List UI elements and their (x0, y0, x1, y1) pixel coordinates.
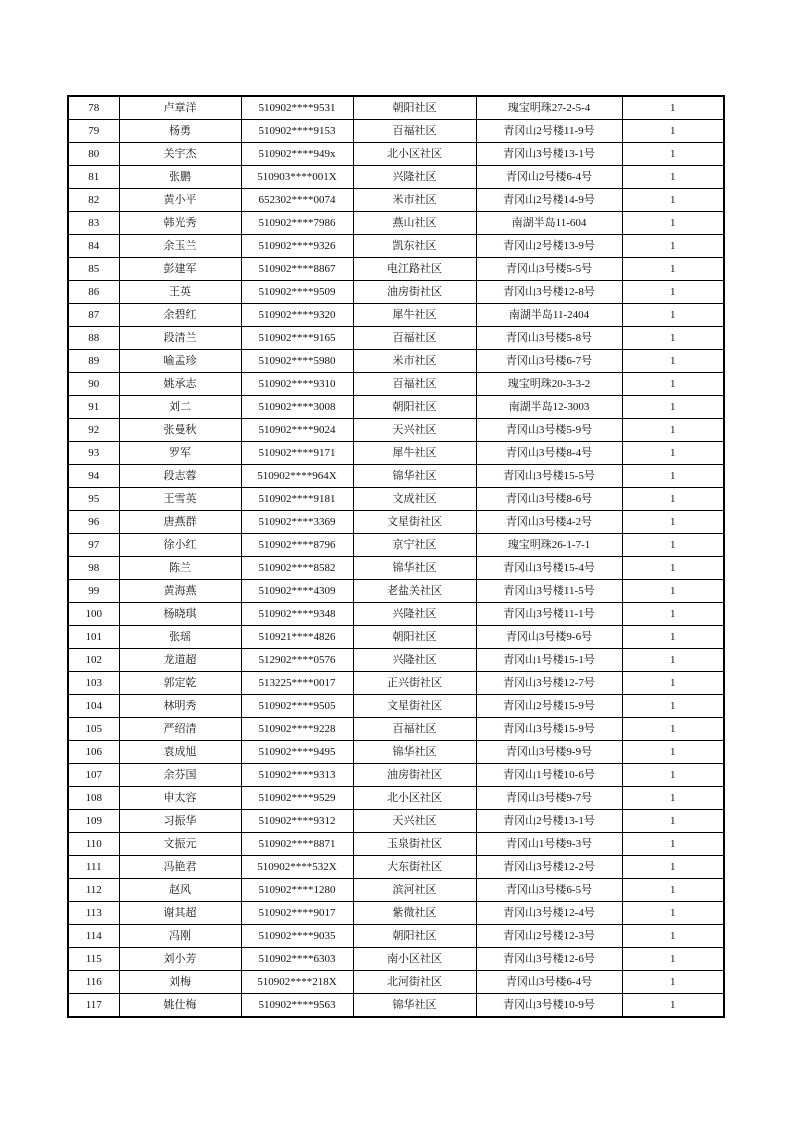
cell-id-number: 510902****8867 (241, 258, 353, 281)
cell-address: 青冈山3号楼12-2号 (476, 856, 622, 879)
cell-row-number: 106 (68, 741, 119, 764)
cell-name: 严绍清 (119, 718, 241, 741)
cell-row-number: 100 (68, 603, 119, 626)
table-row (68, 143, 724, 166)
cell-row-number: 89 (68, 350, 119, 373)
cell-community: 百福社区 (353, 120, 476, 143)
cell-row-number: 108 (68, 787, 119, 810)
cell-name: 郭定乾 (119, 672, 241, 695)
cell-count: 1 (622, 718, 724, 741)
cell-count: 1 (622, 994, 724, 1018)
cell-address: 青冈山2号楼15-9号 (476, 695, 622, 718)
cell-count: 1 (622, 120, 724, 143)
table-row (68, 373, 724, 396)
cell-community: 锦华社区 (353, 465, 476, 488)
table-row (68, 856, 724, 879)
cell-count: 1 (622, 327, 724, 350)
cell-name: 张曼秋 (119, 419, 241, 442)
cell-name: 习振华 (119, 810, 241, 833)
cell-row-number: 115 (68, 948, 119, 971)
cell-community: 凯东社区 (353, 235, 476, 258)
cell-address: 青冈山3号楼15-9号 (476, 718, 622, 741)
cell-address: 瑰宝明珠20-3-3-2 (476, 373, 622, 396)
cell-name: 余碧红 (119, 304, 241, 327)
cell-id-number: 510902****9563 (241, 994, 353, 1018)
cell-id-number: 510902****9017 (241, 902, 353, 925)
cell-row-number: 90 (68, 373, 119, 396)
cell-row-number: 97 (68, 534, 119, 557)
cell-community: 朝阳社区 (353, 925, 476, 948)
table-row (68, 327, 724, 350)
cell-row-number: 103 (68, 672, 119, 695)
table-row (68, 304, 724, 327)
cell-address: 青冈山3号楼11-1号 (476, 603, 622, 626)
cell-row-number: 85 (68, 258, 119, 281)
cell-id-number: 510902****9313 (241, 764, 353, 787)
cell-address: 青冈山3号楼13-1号 (476, 143, 622, 166)
cell-id-number: 510902****9326 (241, 235, 353, 258)
cell-name: 王英 (119, 281, 241, 304)
cell-community: 北小区社区 (353, 143, 476, 166)
table-row (68, 948, 724, 971)
cell-id-number: 510902****9024 (241, 419, 353, 442)
cell-name: 段志蓉 (119, 465, 241, 488)
cell-address: 青冈山3号楼6-7号 (476, 350, 622, 373)
table-row (68, 925, 724, 948)
cell-count: 1 (622, 281, 724, 304)
cell-community: 大东街社区 (353, 856, 476, 879)
cell-row-number: 117 (68, 994, 119, 1018)
cell-id-number: 510902****9509 (241, 281, 353, 304)
cell-address: 青冈山3号楼15-5号 (476, 465, 622, 488)
table-row (68, 511, 724, 534)
cell-name: 陈兰 (119, 557, 241, 580)
cell-count: 1 (622, 833, 724, 856)
cell-community: 紫微社区 (353, 902, 476, 925)
cell-id-number: 510902****964X (241, 465, 353, 488)
cell-count: 1 (622, 557, 724, 580)
table-row (68, 465, 724, 488)
cell-address: 青冈山2号楼11-9号 (476, 120, 622, 143)
cell-name: 谢其超 (119, 902, 241, 925)
cell-row-number: 114 (68, 925, 119, 948)
cell-address: 青冈山3号楼12-7号 (476, 672, 622, 695)
cell-count: 1 (622, 488, 724, 511)
cell-address: 青冈山3号楼5-8号 (476, 327, 622, 350)
cell-address: 青冈山2号楼13-9号 (476, 235, 622, 258)
cell-name: 冯刚 (119, 925, 241, 948)
cell-row-number: 110 (68, 833, 119, 856)
table-row (68, 350, 724, 373)
cell-row-number: 91 (68, 396, 119, 419)
cell-address: 青冈山2号楼12-3号 (476, 925, 622, 948)
cell-count: 1 (622, 879, 724, 902)
cell-row-number: 112 (68, 879, 119, 902)
cell-community: 天兴社区 (353, 810, 476, 833)
cell-community: 文星街社区 (353, 695, 476, 718)
cell-community: 朝阳社区 (353, 396, 476, 419)
cell-count: 1 (622, 925, 724, 948)
cell-name: 赵风 (119, 879, 241, 902)
cell-count: 1 (622, 902, 724, 925)
cell-row-number: 109 (68, 810, 119, 833)
cell-id-number: 510902****9495 (241, 741, 353, 764)
cell-id-number: 510902****3369 (241, 511, 353, 534)
cell-name: 韩光秀 (119, 212, 241, 235)
cell-count: 1 (622, 396, 724, 419)
cell-row-number: 87 (68, 304, 119, 327)
cell-count: 1 (622, 189, 724, 212)
cell-name: 余玉兰 (119, 235, 241, 258)
cell-address: 青冈山3号楼6-5号 (476, 879, 622, 902)
table-row (68, 994, 724, 1018)
table-row (68, 281, 724, 304)
table-row (68, 580, 724, 603)
cell-name: 段清兰 (119, 327, 241, 350)
cell-id-number: 510921****4826 (241, 626, 353, 649)
cell-id-number: 510902****9531 (241, 96, 353, 120)
table-row (68, 672, 724, 695)
cell-name: 刘梅 (119, 971, 241, 994)
cell-id-number: 510902****7986 (241, 212, 353, 235)
cell-id-number: 510902****6303 (241, 948, 353, 971)
cell-name: 徐小红 (119, 534, 241, 557)
cell-row-number: 94 (68, 465, 119, 488)
cell-community: 滨河社区 (353, 879, 476, 902)
cell-community: 正兴街社区 (353, 672, 476, 695)
table-row (68, 235, 724, 258)
cell-address: 青冈山3号楼10-9号 (476, 994, 622, 1018)
cell-row-number: 102 (68, 649, 119, 672)
cell-row-number: 83 (68, 212, 119, 235)
cell-id-number: 510902****9153 (241, 120, 353, 143)
cell-community: 锦华社区 (353, 994, 476, 1018)
cell-row-number: 80 (68, 143, 119, 166)
cell-name: 黄海燕 (119, 580, 241, 603)
cell-count: 1 (622, 442, 724, 465)
table-row (68, 96, 724, 120)
cell-name: 杨晓琪 (119, 603, 241, 626)
cell-id-number: 510902****9181 (241, 488, 353, 511)
cell-id-number: 510902****532X (241, 856, 353, 879)
cell-row-number: 88 (68, 327, 119, 350)
cell-name: 黄小平 (119, 189, 241, 212)
cell-name: 张鹏 (119, 166, 241, 189)
cell-name: 张瑶 (119, 626, 241, 649)
cell-row-number: 86 (68, 281, 119, 304)
cell-name: 龙道超 (119, 649, 241, 672)
table-row (68, 166, 724, 189)
cell-name: 刘二 (119, 396, 241, 419)
cell-count: 1 (622, 856, 724, 879)
table-row (68, 902, 724, 925)
cell-id-number: 510903****001X (241, 166, 353, 189)
cell-community: 犀牛社区 (353, 442, 476, 465)
cell-community: 油房街社区 (353, 281, 476, 304)
cell-community: 玉泉街社区 (353, 833, 476, 856)
cell-address: 瑰宝明珠27-2-5-4 (476, 96, 622, 120)
cell-count: 1 (622, 810, 724, 833)
table-row (68, 488, 724, 511)
cell-community: 京宁社区 (353, 534, 476, 557)
cell-row-number: 84 (68, 235, 119, 258)
cell-community: 百福社区 (353, 718, 476, 741)
cell-id-number: 510902****9312 (241, 810, 353, 833)
residents-table (67, 95, 725, 1018)
cell-address: 青冈山2号楼14-9号 (476, 189, 622, 212)
cell-id-number: 512902****0576 (241, 649, 353, 672)
cell-count: 1 (622, 419, 724, 442)
cell-id-number: 513225****0017 (241, 672, 353, 695)
cell-id-number: 510902****9228 (241, 718, 353, 741)
cell-address: 青冈山3号楼6-4号 (476, 971, 622, 994)
cell-count: 1 (622, 143, 724, 166)
cell-count: 1 (622, 672, 724, 695)
cell-count: 1 (622, 511, 724, 534)
cell-row-number: 116 (68, 971, 119, 994)
cell-address: 青冈山3号楼12-6号 (476, 948, 622, 971)
cell-name: 林明秀 (119, 695, 241, 718)
cell-count: 1 (622, 212, 724, 235)
table-row (68, 396, 724, 419)
cell-community: 老盐关社区 (353, 580, 476, 603)
cell-address: 瑰宝明珠26-1-7-1 (476, 534, 622, 557)
cell-community: 北小区社区 (353, 787, 476, 810)
cell-name: 彭建军 (119, 258, 241, 281)
table-row (68, 718, 724, 741)
cell-community: 南小区社区 (353, 948, 476, 971)
table-row (68, 189, 724, 212)
cell-id-number: 510902****9320 (241, 304, 353, 327)
cell-id-number: 510902****8796 (241, 534, 353, 557)
cell-address: 青冈山3号楼9-6号 (476, 626, 622, 649)
cell-count: 1 (622, 764, 724, 787)
cell-count: 1 (622, 96, 724, 120)
cell-address: 青冈山1号楼10-6号 (476, 764, 622, 787)
cell-count: 1 (622, 649, 724, 672)
cell-row-number: 81 (68, 166, 119, 189)
cell-address: 青冈山3号楼5-5号 (476, 258, 622, 281)
cell-count: 1 (622, 304, 724, 327)
cell-community: 兴隆社区 (353, 649, 476, 672)
cell-name: 袁成旭 (119, 741, 241, 764)
cell-count: 1 (622, 580, 724, 603)
cell-community: 北河街社区 (353, 971, 476, 994)
table-row (68, 442, 724, 465)
cell-id-number: 510902****9171 (241, 442, 353, 465)
table-row (68, 626, 724, 649)
cell-count: 1 (622, 235, 724, 258)
cell-count: 1 (622, 603, 724, 626)
cell-name: 罗军 (119, 442, 241, 465)
cell-count: 1 (622, 350, 724, 373)
cell-name: 文振元 (119, 833, 241, 856)
table-row (68, 879, 724, 902)
cell-row-number: 105 (68, 718, 119, 741)
cell-name: 杨勇 (119, 120, 241, 143)
cell-id-number: 510902****218X (241, 971, 353, 994)
cell-count: 1 (622, 695, 724, 718)
cell-name: 姚仕梅 (119, 994, 241, 1018)
table-row (68, 419, 724, 442)
cell-community: 米市社区 (353, 189, 476, 212)
table-row (68, 810, 724, 833)
cell-row-number: 104 (68, 695, 119, 718)
cell-address: 青冈山3号楼11-5号 (476, 580, 622, 603)
cell-address: 青冈山3号楼4-2号 (476, 511, 622, 534)
cell-address: 南湖半岛12-3003 (476, 396, 622, 419)
table-row (68, 258, 724, 281)
cell-community: 锦华社区 (353, 741, 476, 764)
cell-address: 南湖半岛11-604 (476, 212, 622, 235)
cell-row-number: 95 (68, 488, 119, 511)
cell-id-number: 510902****1280 (241, 879, 353, 902)
cell-name: 余芬国 (119, 764, 241, 787)
cell-address: 青冈山2号楼13-1号 (476, 810, 622, 833)
cell-name: 申太容 (119, 787, 241, 810)
cell-id-number: 510902****9165 (241, 327, 353, 350)
cell-community: 犀牛社区 (353, 304, 476, 327)
cell-address: 青冈山1号楼9-3号 (476, 833, 622, 856)
cell-community: 朝阳社区 (353, 96, 476, 120)
cell-row-number: 92 (68, 419, 119, 442)
cell-address: 青冈山1号楼15-1号 (476, 649, 622, 672)
cell-row-number: 82 (68, 189, 119, 212)
cell-name: 冯艳君 (119, 856, 241, 879)
cell-count: 1 (622, 534, 724, 557)
table-row (68, 603, 724, 626)
cell-address: 青冈山3号楼9-9号 (476, 741, 622, 764)
cell-row-number: 98 (68, 557, 119, 580)
cell-community: 米市社区 (353, 350, 476, 373)
cell-community: 锦华社区 (353, 557, 476, 580)
cell-row-number: 96 (68, 511, 119, 534)
cell-row-number: 107 (68, 764, 119, 787)
table-body (68, 96, 724, 1017)
cell-id-number: 510902****9348 (241, 603, 353, 626)
cell-id-number: 510902****9035 (241, 925, 353, 948)
table-row (68, 787, 724, 810)
cell-community: 电江路社区 (353, 258, 476, 281)
cell-id-number: 510902****5980 (241, 350, 353, 373)
cell-count: 1 (622, 166, 724, 189)
table-row (68, 971, 724, 994)
cell-id-number: 510902****4309 (241, 580, 353, 603)
cell-community: 百福社区 (353, 327, 476, 350)
cell-id-number: 510902****9310 (241, 373, 353, 396)
cell-row-number: 99 (68, 580, 119, 603)
cell-id-number: 510902****8871 (241, 833, 353, 856)
cell-community: 朝阳社区 (353, 626, 476, 649)
cell-address: 青冈山3号楼12-8号 (476, 281, 622, 304)
cell-count: 1 (622, 741, 724, 764)
cell-id-number: 510902****9505 (241, 695, 353, 718)
cell-community: 燕山社区 (353, 212, 476, 235)
table-row (68, 212, 724, 235)
cell-id-number: 510902****8582 (241, 557, 353, 580)
cell-address: 青冈山3号楼9-7号 (476, 787, 622, 810)
cell-name: 关宇杰 (119, 143, 241, 166)
cell-row-number: 111 (68, 856, 119, 879)
cell-count: 1 (622, 373, 724, 396)
table-row (68, 764, 724, 787)
cell-address: 青冈山3号楼15-4号 (476, 557, 622, 580)
cell-community: 天兴社区 (353, 419, 476, 442)
cell-community: 油房街社区 (353, 764, 476, 787)
cell-address: 青冈山3号楼12-4号 (476, 902, 622, 925)
cell-id-number: 510902****949x (241, 143, 353, 166)
cell-address: 青冈山3号楼8-4号 (476, 442, 622, 465)
table-row (68, 649, 724, 672)
cell-count: 1 (622, 626, 724, 649)
cell-name: 姚承志 (119, 373, 241, 396)
cell-name: 卢章洋 (119, 96, 241, 120)
cell-count: 1 (622, 787, 724, 810)
cell-count: 1 (622, 258, 724, 281)
cell-count: 1 (622, 948, 724, 971)
cell-community: 百福社区 (353, 373, 476, 396)
cell-address: 南湖半岛11-2404 (476, 304, 622, 327)
cell-name: 王雪英 (119, 488, 241, 511)
cell-row-number: 101 (68, 626, 119, 649)
cell-count: 1 (622, 465, 724, 488)
cell-community: 兴隆社区 (353, 166, 476, 189)
cell-id-number: 652302****0074 (241, 189, 353, 212)
cell-row-number: 93 (68, 442, 119, 465)
table-row (68, 120, 724, 143)
cell-row-number: 113 (68, 902, 119, 925)
cell-row-number: 79 (68, 120, 119, 143)
table-row (68, 695, 724, 718)
cell-community: 文星街社区 (353, 511, 476, 534)
cell-community: 兴隆社区 (353, 603, 476, 626)
cell-community: 文成社区 (353, 488, 476, 511)
table-row (68, 534, 724, 557)
cell-name: 唐燕群 (119, 511, 241, 534)
table-row (68, 741, 724, 764)
cell-name: 刘小芳 (119, 948, 241, 971)
cell-name: 喻孟珍 (119, 350, 241, 373)
cell-address: 青冈山3号楼8-6号 (476, 488, 622, 511)
cell-row-number: 78 (68, 96, 119, 120)
cell-address: 青冈山3号楼5-9号 (476, 419, 622, 442)
table-row (68, 557, 724, 580)
cell-id-number: 510902****9529 (241, 787, 353, 810)
cell-count: 1 (622, 971, 724, 994)
cell-id-number: 510902****3008 (241, 396, 353, 419)
table-row (68, 833, 724, 856)
cell-address: 青冈山2号楼6-4号 (476, 166, 622, 189)
